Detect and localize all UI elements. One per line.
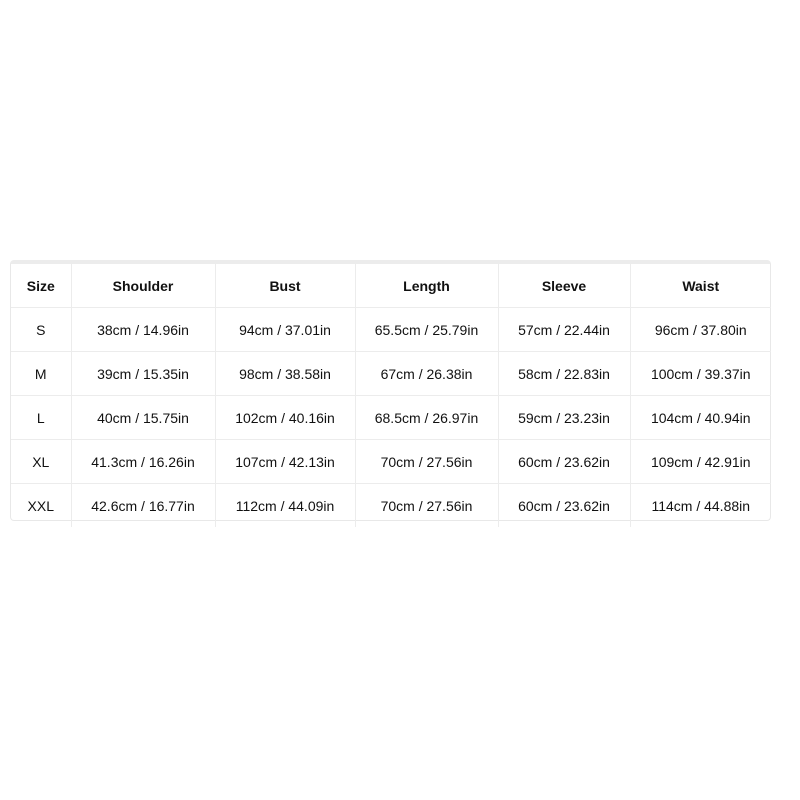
cell-shoulder: 41.3cm / 16.26in: [71, 440, 215, 484]
cell-length: 70cm / 27.56in: [355, 484, 498, 528]
cell-sleeve: 58cm / 22.83in: [498, 352, 630, 396]
header-waist: Waist: [630, 264, 771, 308]
cell-length: 67cm / 26.38in: [355, 352, 498, 396]
table-header-row: [11, 264, 771, 308]
size-chart: [10, 260, 771, 521]
table-row: [11, 352, 771, 396]
cell-bust: 102cm / 40.16in: [215, 396, 355, 440]
table-row: [11, 396, 771, 440]
table-row: [11, 440, 771, 484]
cell-waist: 100cm / 39.37in: [630, 352, 771, 396]
header-sleeve: Sleeve: [498, 264, 630, 308]
cell-sleeve: 60cm / 23.62in: [498, 440, 630, 484]
cell-waist: 109cm / 42.91in: [630, 440, 771, 484]
cell-shoulder: 40cm / 15.75in: [71, 396, 215, 440]
cell-bust: 107cm / 42.13in: [215, 440, 355, 484]
cell-size: L: [11, 396, 71, 440]
cell-waist: 104cm / 40.94in: [630, 396, 771, 440]
cell-bust: 94cm / 37.01in: [215, 308, 355, 352]
header-length: Length: [355, 264, 498, 308]
cell-waist: 114cm / 44.88in: [651, 497, 751, 514]
cell-shoulder: 42.6cm / 16.77in: [71, 484, 215, 528]
cell-length: 68.5cm / 26.97in: [355, 396, 498, 440]
cell-waist: 96cm / 37.80in: [630, 308, 771, 352]
header-bust: Bust: [215, 264, 355, 308]
cell-length: 65.5cm / 25.79in: [355, 308, 498, 352]
cell-sleeve: 60cm / 23.62in: [498, 484, 630, 528]
cell-bust: 98cm / 38.58in: [215, 352, 355, 396]
cell-size: XXL: [11, 484, 71, 528]
cell-shoulder: 38cm / 14.96in: [71, 308, 215, 352]
size-table: [11, 264, 771, 527]
cell-sleeve: 57cm / 22.44in: [498, 308, 630, 352]
table-row: [11, 308, 771, 352]
cell-length: 70cm / 27.56in: [355, 440, 498, 484]
header-shoulder: Shoulder: [71, 264, 215, 308]
cell-size: M: [11, 352, 71, 396]
table-row: [11, 484, 771, 528]
cell-size: XL: [11, 440, 71, 484]
header-size: Size: [11, 264, 71, 308]
cell-size: S: [11, 308, 71, 352]
cell-bust: 112cm / 44.09in: [215, 484, 355, 528]
cell-sleeve: 59cm / 23.23in: [498, 396, 630, 440]
cell-shoulder: 39cm / 15.35in: [71, 352, 215, 396]
